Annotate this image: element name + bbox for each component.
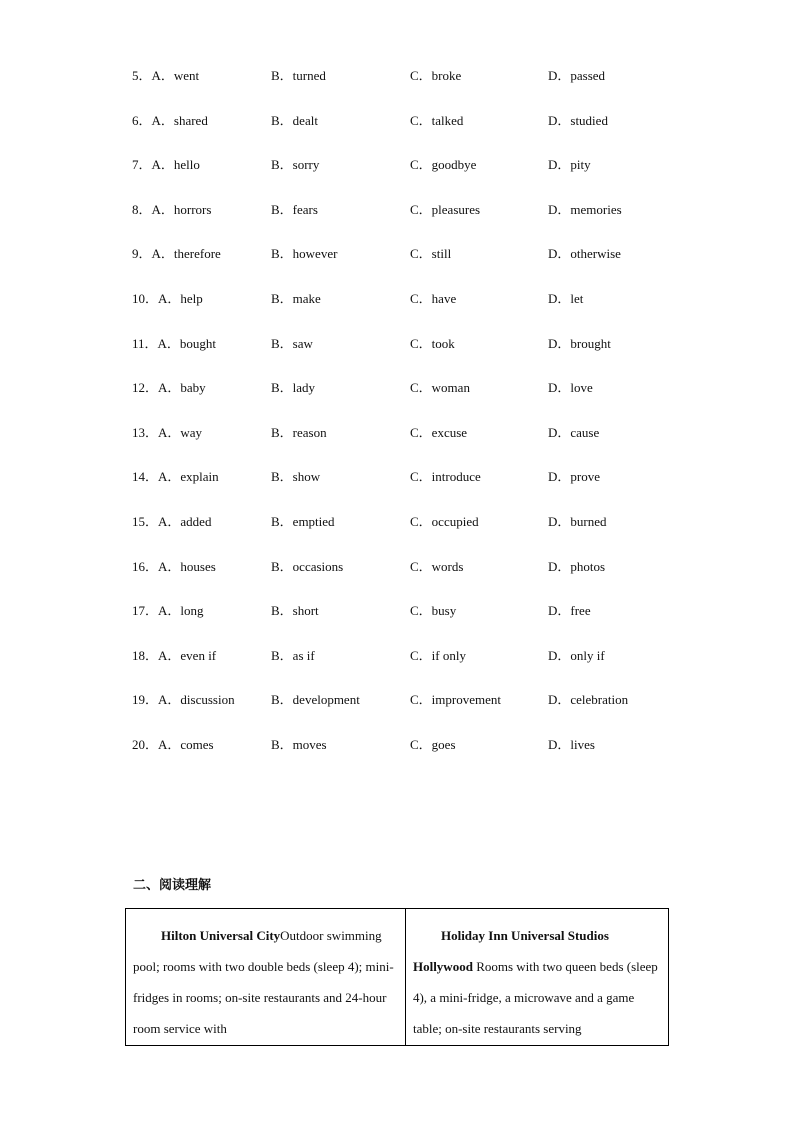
table-cell-hilton (126, 909, 406, 1045)
question-number (132, 422, 202, 444)
option-d: D．passed (548, 68, 606, 83)
option-a: A．hello (151, 157, 200, 173)
hotel-description: Outdoor swimming pool; rooms with two double beds (sleep 4); mini-fridges in rooms; on-site restaurants and 24-hour room service with (133, 928, 394, 1036)
option-a: A．went (151, 68, 200, 83)
question-number (132, 511, 211, 533)
question-row (132, 689, 692, 734)
question-number-label: 10． (132, 290, 159, 306)
question-number-label: 16． (132, 558, 159, 574)
question-row (132, 734, 692, 779)
question-number (132, 466, 219, 488)
hotel-name: Hilton Universal City (161, 928, 281, 943)
option-a: A．comes (158, 736, 214, 752)
table-cell-holiday-inn (406, 909, 668, 1045)
option-c: C．busy (410, 603, 457, 619)
option-a: A．help (158, 290, 203, 306)
question-row (132, 199, 692, 244)
question-number (132, 65, 199, 87)
question-row (132, 243, 692, 288)
question-number (132, 199, 211, 221)
question-row (132, 600, 692, 645)
option-b: B．occasions (271, 558, 344, 574)
option-b: B．reason (271, 424, 327, 440)
question-row (132, 556, 692, 601)
option-c: C．pleasures (410, 201, 481, 217)
option-b: B．however (271, 246, 338, 262)
question-number-label: 14． (132, 469, 159, 485)
option-a: A．therefore (151, 246, 221, 262)
option-a: A．long (158, 603, 204, 619)
question-number-label: 13． (132, 424, 159, 440)
question-number (132, 154, 200, 176)
question-row (132, 466, 692, 511)
option-c: C．still (410, 246, 452, 262)
option-b: B．short (271, 603, 319, 619)
option-c: C．improvement (410, 692, 501, 708)
option-b: B．dealt (271, 112, 318, 128)
section-title: 二、阅读理解 (133, 878, 212, 893)
question-number-label: 9． (132, 246, 152, 262)
option-a: A．discussion (158, 692, 235, 708)
question-row (132, 110, 692, 155)
option-d: D．love (548, 380, 593, 396)
question-number-label: 17． (132, 603, 159, 619)
question-number-label: 19． (132, 692, 159, 708)
option-c: C．words (410, 558, 464, 574)
option-a: A．shared (151, 112, 208, 128)
question-number-label: 20． (132, 736, 159, 752)
option-d: D．only if (548, 647, 605, 663)
option-d: D．free (548, 603, 591, 619)
hotel-description: Rooms with two queen beds (sleep 4), a mini-fridge, a microwave and a game table; on-site restaurants serving (412, 959, 658, 1036)
question-number-label: 11． (132, 335, 158, 351)
question-row (132, 333, 692, 378)
question-number (132, 110, 208, 132)
question-number (132, 333, 216, 355)
option-d: D．prove (548, 469, 600, 485)
option-d: D．celebration (548, 692, 629, 708)
option-d: D．photos (548, 558, 606, 574)
question-row (132, 65, 692, 110)
option-b: B．turned (271, 68, 326, 83)
option-a: A．houses (158, 558, 216, 574)
option-d: D．burned (548, 513, 607, 529)
question-number (132, 377, 206, 399)
question-number-label: 6． (132, 112, 152, 128)
option-a: A．explain (158, 469, 219, 485)
question-number-label: 15． (132, 513, 159, 529)
question-number-label: 18． (132, 647, 159, 663)
option-c: C．occupied (410, 513, 479, 529)
option-b: B．development (271, 692, 360, 708)
option-c: C．if only (410, 647, 466, 663)
question-row (132, 511, 692, 556)
question-number (132, 600, 204, 622)
option-d: D．otherwise (548, 246, 621, 262)
hotel-name: Holiday Inn Universal Studios Hollywood (412, 928, 609, 974)
option-a: A．baby (158, 380, 206, 396)
question-number-label: 7． (132, 157, 152, 173)
question-number-label: 5． (132, 68, 152, 83)
question-row (132, 288, 692, 333)
question-number (132, 734, 214, 756)
question-list (132, 65, 692, 779)
option-b: B．make (271, 290, 321, 306)
reading-table (125, 908, 669, 1046)
option-a: A．even if (158, 647, 217, 663)
option-d: D．studied (548, 112, 608, 128)
option-c: C．took (410, 335, 455, 351)
question-number (132, 556, 216, 578)
question-number (132, 645, 216, 667)
option-c: C．introduce (410, 469, 481, 485)
option-a: A．bought (157, 335, 217, 351)
option-c: C．woman (410, 380, 470, 396)
option-d: D．cause (548, 424, 600, 440)
option-d: D．lives (548, 736, 595, 752)
option-b: B．lady (271, 380, 316, 396)
option-d: D．memories (548, 201, 622, 217)
option-c: C．goes (410, 736, 456, 752)
option-d: D．pity (548, 157, 591, 173)
option-b: B．as if (271, 647, 315, 663)
question-row (132, 377, 692, 422)
option-a: A．added (158, 513, 212, 529)
option-d: D．brought (548, 335, 611, 351)
question-number-label: 12． (132, 380, 159, 396)
option-a: A．horrors (151, 201, 212, 217)
option-c: C．talked (410, 112, 464, 128)
option-b: B．show (271, 469, 321, 485)
option-c: C．goodbye (410, 157, 477, 173)
question-row (132, 645, 692, 690)
option-b: B．moves (271, 736, 327, 752)
option-b: B．emptied (271, 513, 335, 529)
option-c: C．excuse (410, 424, 468, 440)
option-b: B．sorry (271, 157, 320, 173)
question-number (132, 243, 221, 265)
question-number (132, 288, 203, 310)
option-d: D．let (548, 290, 584, 306)
option-b: B．saw (271, 335, 313, 351)
question-number-label: 8． (132, 201, 152, 217)
question-row (132, 154, 692, 199)
option-b: B．fears (271, 201, 318, 217)
question-number (132, 689, 235, 711)
option-c: C．broke (410, 68, 462, 83)
option-a: A．way (158, 424, 203, 440)
option-c: C．have (410, 290, 457, 306)
question-row (132, 422, 692, 467)
